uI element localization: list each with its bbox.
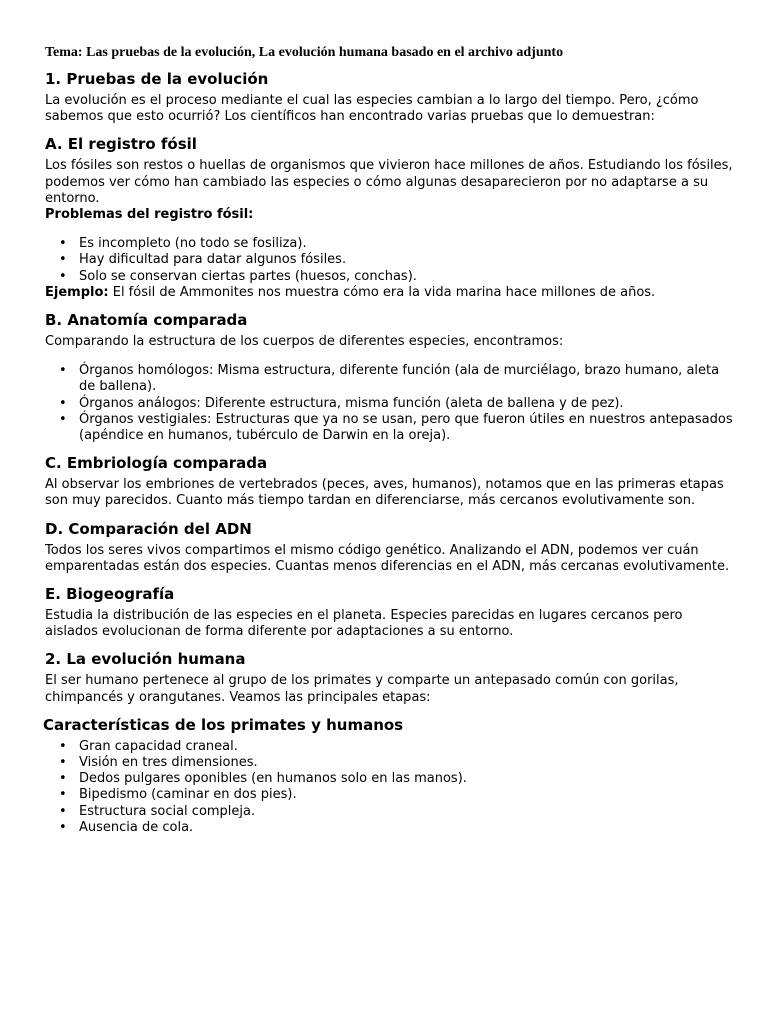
fossil-example: [45, 285, 735, 301]
list-item: • Dedos pulgares oponibles (en humanos solo en las manos).: [79, 771, 735, 787]
list-item: • Es incompleto (no todo se fosiliza).: [79, 236, 735, 252]
example-text: El fósil de Ammonites nos muestra cómo era la vida marina hace millones de años.: [108, 284, 656, 300]
document-page: [45, 44, 735, 836]
biogeography-text: Estudia la distribución de las especies en el planeta. Especies parecidas en lugares cercanos pero aislados evolucionan de forma diferente por adaptaciones a su entorno.: [45, 608, 683, 640]
fossil-record-text: Los fósiles son restos o huellas de organismos que vivieron hace millones de años. Estudiando los fósiles, podemos ver cómo han cambiado las especies o cómo algunas desaparecieron por no adaptarse a su entorno.: [45, 158, 733, 206]
dna-heading: D. Comparación del ADN: [45, 519, 252, 538]
list-item: • Órganos homólogos: Misma estructura, diferente función (ala de murciélago, brazo humano, aleta de ballena).: [79, 363, 735, 395]
characteristics-list: [45, 739, 735, 836]
section-1-heading: 1. Pruebas de la evolución: [45, 70, 269, 88]
biogeography-heading: E. Biogeografía: [45, 585, 175, 604]
list-item: • Estructura social compleja.: [79, 804, 735, 820]
fossil-problems-list: [45, 236, 735, 285]
embryology-text: Al observar los embriones de vertebrados (peces, aves, humanos), notamos que en las primeras etapas son muy parecidos. Cuanto más tiempo tardan en diferenciarse, más cercanos evolutivamente son.: [45, 477, 724, 509]
anatomy-heading: B. Anatomía comparada: [45, 311, 248, 330]
list-item: • Ausencia de cola.: [79, 820, 735, 836]
list-item: • Gran capacidad craneal.: [79, 739, 735, 755]
example-label: Ejemplo:: [45, 284, 109, 300]
list-item: • Solo se conservan ciertas partes (huesos, conchas).: [79, 269, 735, 285]
list-item: • Hay dificultad para datar algunos fósiles.: [79, 252, 735, 268]
anatomy-text: Comparando la estructura de los cuerpos de diferentes especies, encontramos:: [45, 334, 564, 350]
list-item: • Bipedismo (caminar en dos pies).: [79, 787, 735, 803]
dna-text: Todos los seres vivos compartimos el mismo código genético. Analizando el ADN, podemos ver cuán emparentadas están dos especies. Cuantas menos diferencias en el ADN, más cercanas evolutivamente.: [45, 542, 730, 574]
fossil-record-heading: A. El registro fósil: [45, 135, 197, 154]
embryology-heading: C. Embriología comparada: [45, 454, 268, 473]
document-topic: Tema: Las pruebas de la evolución, La evolución humana basado en el archivo adjunto: [45, 45, 564, 60]
anatomy-list: [45, 363, 735, 444]
fossil-problems-title: Problemas del registro fósil:: [45, 207, 254, 223]
list-item: • Órganos análogos: Diferente estructura, misma función (aleta de ballena y de pez).: [79, 396, 735, 412]
section-1-intro: La evolución es el proceso mediante el cual las especies cambian a lo largo del tiempo. Pero, ¿cómo sabemos que esto ocurrió? Los científicos han encontrado varias pruebas que lo demuestran:: [45, 93, 699, 125]
section-2-heading: 2. La evolución humana: [45, 650, 246, 669]
list-item: • Visión en tres dimensiones.: [79, 755, 735, 771]
characteristics-heading: Características de los primates y humanos: [43, 715, 404, 734]
section-2-intro: El ser humano pertenece al grupo de los primates y comparte un antepasado común con gorilas, chimpancés y orangutanes. Veamos las principales etapas:: [45, 673, 679, 705]
list-item: • Órganos vestigiales: Estructuras que ya no se usan, pero que fueron útiles en nuestros antepasados (apéndice en humanos, tubérculo de Darwin en la oreja).: [79, 412, 735, 444]
